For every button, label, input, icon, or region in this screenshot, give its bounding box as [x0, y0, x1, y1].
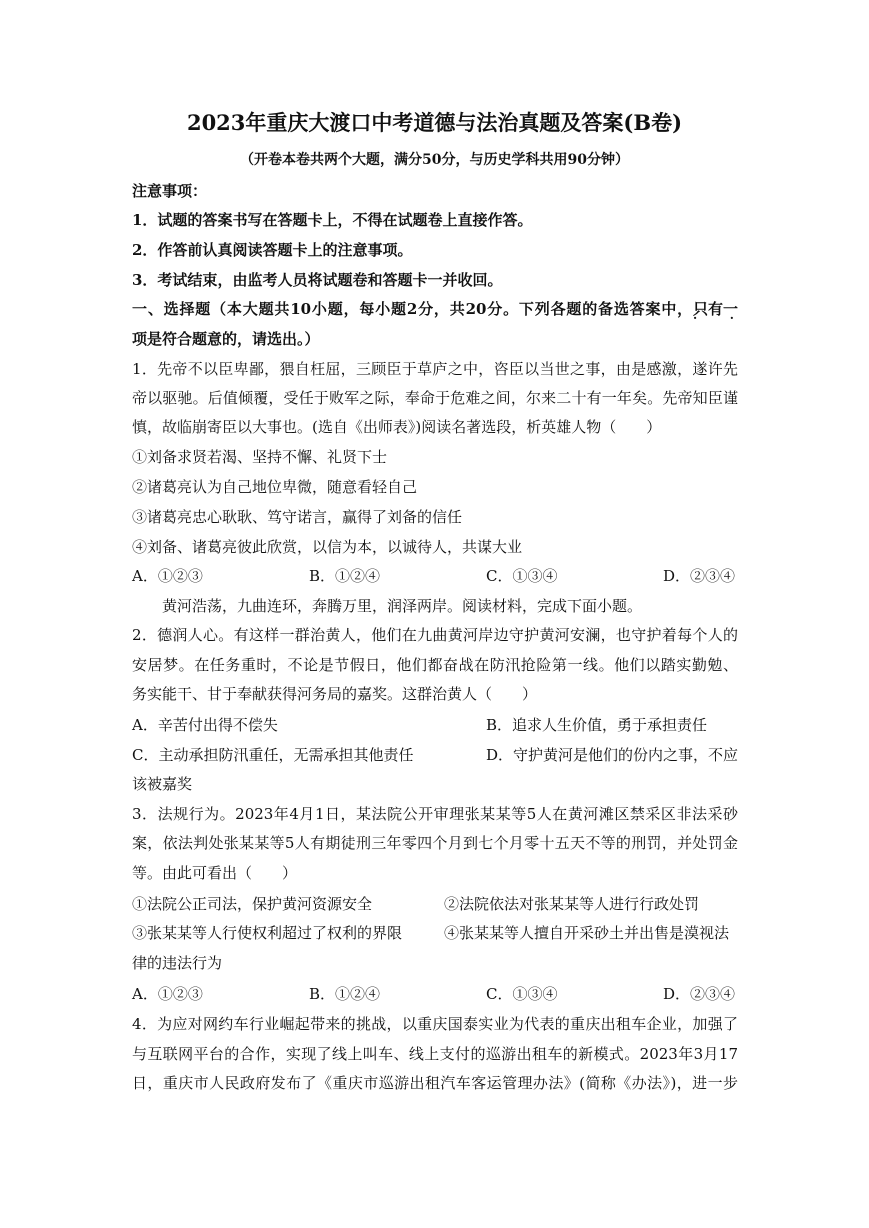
page-title: 2023年重庆大渡口中考道德与法治真题及答案(B卷) [186, 110, 683, 135]
option-c: C．①③④ [486, 567, 558, 585]
question-1-statement: ①刘备求贤若渴、坚持不懈、礼贤下士 [132, 448, 388, 466]
emphasis-dotted-char: 项 [132, 330, 148, 348]
question-3-line: 等。由此可看出（ ） [132, 864, 298, 882]
section-heading-cont [132, 328, 738, 350]
option-d: D．守护黄河是他们的份内之事，不应 [486, 746, 739, 764]
question-1-line: 1．先帝不以臣卑鄙，猥自枉屈，三顾臣于草庐之中，咨臣以当世之事，由是感激，遂许先 [132, 360, 738, 378]
question-3-statement: ④张某某等人擅自开采砂土并出售是漠视法 [444, 924, 730, 942]
question-3-options [132, 983, 752, 1005]
option-b: B．①②④ [309, 985, 381, 1003]
question-1-statement: ③诸葛亮忠心耿耿、笃守诺言，赢得了刘备的信任 [132, 508, 463, 526]
question-4-line: 与互联网平台的合作，实现了线上叫车、线上支付的巡游出租车的新模式。2023年3月17 [132, 1045, 738, 1063]
option-d: D．②③④ [663, 985, 736, 1003]
question-2-options-row2 [132, 744, 752, 766]
question-2-option-wrap: 该被嘉奖 [132, 775, 193, 793]
question-2-line: 务实能干、甘于奉献获得河务局的嘉奖。这群治黄人（ ） [132, 685, 538, 703]
notice-item: 1．试题的答案书写在答题卡上，不得在试题卷上直接作答。 [132, 211, 533, 229]
question-3-statements-row2 [132, 922, 752, 944]
question-3-statement: ②法院依法对张某某等人进行行政处罚 [444, 895, 700, 913]
question-4-line: 4．为应对网约车行业崛起带来的挑战，以重庆国泰实业为代表的重庆出租车企业，加强了 [132, 1015, 738, 1033]
question-1-statement: ④刘备、诸葛亮彼此欣赏，以信为本，以诚待人，共谋大业 [132, 538, 523, 556]
question-3-statement: ①法院公正司法，保护黄河资源安全 [132, 895, 373, 913]
option-b: B．①②④ [309, 567, 381, 585]
question-2-line: 安居梦。在任务重时，不论是节假日，他们都奋战在防汛抢险第一线。他们以踏实勤勉、 [132, 656, 738, 674]
material-intro: 黄河浩荡，九曲连环，奔腾万里，润泽两岸。阅读材料，完成下面小题。 [162, 597, 643, 615]
question-2-options-row1 [132, 714, 752, 736]
section-heading-text: 是符合题意的，请选出。） [147, 330, 320, 348]
option-b: B．追求人生价值，勇于承担责任 [486, 716, 708, 734]
question-3-statement: ③张某某等人行使权利超过了权利的界限 [132, 924, 403, 942]
page-subtitle: （开卷本卷共两个大题，满分50分，与历史学科共用90分钟） [240, 152, 629, 168]
option-c: C．①③④ [486, 985, 558, 1003]
notice-heading: 注意事项： [132, 182, 208, 200]
emphasis-dotted-text: 只有一 · · [693, 298, 738, 320]
question-2-line: 2．德润人心。有这样一群治黄人，他们在九曲黄河岸边守护黄河安澜，也守护着每个人的 [132, 626, 738, 644]
notice-item: 3．考试结束，由监考人员将试题卷和答题卡一并收回。 [132, 271, 503, 289]
option-a: A．①②③ [132, 567, 203, 585]
question-1-line: 慎，故临崩寄臣以大事也。(选自《出师表》)阅读名著选段，析英雄人物（ ） [132, 418, 662, 436]
question-1-line: 帝以驱驰。后值倾覆，受任于败军之际，奉命于危难之间，尔来二十有一年矣。先帝知臣谨 [132, 389, 738, 407]
question-3-line: 案，依法判处张某某等5人有期徒刑三年零四个月到七个月零十五天不等的刑罚，并处罚金 [132, 834, 738, 852]
question-3-statement-wrap: 律的违法行为 [132, 954, 223, 972]
question-3-line: 3．法规行为。2023年4月1日，某法院公开审理张某某等5人在黄河滩区禁采区非法采砂 [132, 805, 738, 823]
option-a: A．辛苦付出得不偿失 [132, 716, 278, 734]
option-c: C．主动承担防汛重任，无需承担其他责任 [132, 746, 414, 764]
question-4-line: 日，重庆市人民政府发布了《重庆市巡游出租汽车客运管理办法》(简称《办法》)，进一步 [132, 1074, 738, 1092]
section-heading [132, 298, 738, 320]
question-3-statements-row1 [132, 893, 752, 915]
section-heading-text: 一、选择题（本大题共10小题，每小题2分，共20分。下列各题的备选答案中， [132, 300, 693, 318]
option-d: D．②③④ [663, 567, 736, 585]
notice-item: 2．作答前认真阅读答题卡上的注意事项。 [132, 241, 413, 259]
question-1-options [132, 565, 752, 587]
option-a: A．①②③ [132, 985, 203, 1003]
question-1-statement: ②诸葛亮认为自己地位卑微，随意看轻自己 [132, 478, 418, 496]
